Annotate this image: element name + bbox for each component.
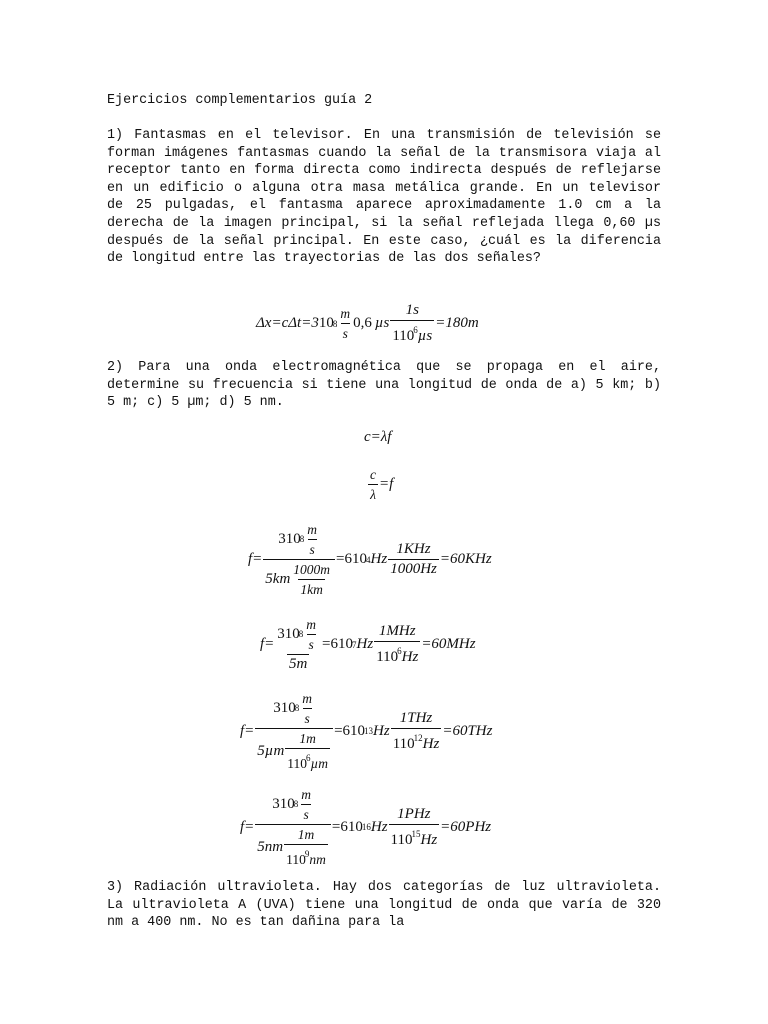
eq1-lhs: Δx=cΔt=3 — [256, 315, 319, 331]
eqa-final: =60KHz — [439, 551, 492, 567]
eq1-conv-num: 1s — [405, 302, 419, 318]
eqd-num-unit-s: s — [301, 804, 310, 823]
eqd-den-1m: 1m — [297, 827, 315, 842]
equation-f-from-c — [367, 466, 393, 503]
eqa-res-6: =6 — [336, 551, 353, 567]
eqa-res-exp: 4 — [366, 554, 371, 565]
eqb-num-unit-s: s — [307, 634, 316, 653]
equation-b-5m — [260, 616, 476, 673]
eqc-res-exp: 13 — [364, 726, 374, 736]
problem-1-text — [107, 127, 661, 268]
problem-2-text — [107, 359, 661, 412]
eq1-conv-den-exp: 6 — [413, 325, 418, 335]
eqd-num-3: 3 — [272, 796, 280, 812]
eqa-main-fraction — [263, 521, 335, 598]
eqc-den — [255, 728, 333, 772]
eqc-res-10: 10 — [350, 722, 366, 739]
eqb-res-10: 10 — [338, 636, 354, 652]
eqc-den-den-exp: 6 — [306, 753, 311, 763]
eqd-den — [255, 824, 331, 868]
eq1-time: 0,6 — [353, 315, 372, 331]
equation-delta-x — [256, 302, 479, 345]
eqc-conv-den-exp: 12 — [413, 732, 423, 743]
document-title: Ejercicios complementarios guía 2 — [107, 93, 373, 108]
problem-3-text — [107, 879, 661, 932]
eq1-conversion-fraction — [390, 302, 434, 345]
eqa-den-1000m: 1000m — [293, 562, 331, 577]
eqb-conv-den-10: 10 — [383, 649, 399, 665]
eq1-conv-den — [390, 320, 434, 345]
eqd-conv-den-10: 10 — [397, 831, 413, 848]
eqb-res-hz: Hz — [356, 636, 374, 652]
eqd-res-hz: Hz — [370, 818, 388, 835]
eqd-res-exp: 16 — [361, 822, 371, 832]
eqa-num-exp: 8 — [299, 534, 305, 544]
eqb-num — [275, 616, 321, 654]
eqc-num-exp: 8 — [294, 703, 300, 713]
eqd-res-10: 10 — [347, 818, 363, 835]
eqc-main-fraction — [255, 690, 333, 772]
eqd-den-den-nm: nm — [309, 852, 326, 867]
eq1-unit-num: m — [340, 306, 351, 321]
eqc-num-unit-m: m — [302, 691, 313, 706]
eqd-num-unit — [299, 786, 313, 823]
eqc-conv-den-10: 10 — [399, 735, 415, 752]
eqb-den: 5m — [289, 656, 308, 672]
eqd-final: =60PHz — [440, 818, 492, 835]
eq-cf-rhs: =f — [379, 476, 394, 492]
eqd-conv-den — [389, 824, 440, 849]
eqd-conv-fraction — [389, 806, 440, 849]
eqd-num-10: 10 — [279, 796, 295, 812]
eq-c-text: c=λf — [364, 429, 392, 445]
eqd-den-den-exp: 9 — [304, 849, 310, 859]
equation-a-5km — [248, 521, 492, 598]
eqa-num-unit — [305, 521, 319, 558]
eqb-num-unit-m: m — [306, 617, 317, 632]
eq1-time-unit: µs — [374, 315, 390, 331]
eq1-conv-den-10: 10 — [399, 328, 415, 344]
eqc-conv-fraction — [391, 710, 442, 753]
eqc-num-3: 3 — [273, 700, 281, 716]
eqa-num-unit-s: s — [308, 539, 317, 558]
eqb-final: =60MHz — [421, 636, 476, 652]
eq1-exp: 8 — [332, 318, 338, 329]
eqa-num-3: 3 — [278, 531, 286, 547]
problem-1-paragraph: 1) Fantasmas en el televisor. En una transmisión de televisión se forman imágenes fantasmas cuando la señal de la transmisora viaja al receptor tanto en forma directa como indirecta después de reflejarse en un edificio o alguna otra masa metálica grande. En un televisor de 25 pulgadas, el fantasma aparece aproximadamente 1.0 cm a la derecha de la imagen principal, si la señal reflejada llega 0,60 µs después de la señal principal. En este caso, ¿cuál es la diferencia de longitud entre las trayectorias de las dos señales? — [107, 128, 661, 267]
eqa-conv-num: 1KHz — [396, 541, 431, 557]
eqd-conv-den-hz: Hz — [420, 831, 438, 848]
eqc-num-unit-s: s — [303, 708, 312, 727]
eq-cf-fraction — [368, 466, 378, 503]
eq1-unit-fraction — [338, 305, 352, 342]
eqa-den-5km: 5km — [265, 571, 291, 587]
eqc-final: =60THz — [442, 722, 493, 739]
eqa-den-1km: 1km — [298, 579, 325, 598]
eqd-conv-den-1: 1 — [390, 831, 398, 848]
eq1-conv-den-unit: µs — [417, 328, 433, 344]
eqc-den-5um: 5µm — [257, 742, 285, 759]
eqd-num-exp: 8 — [293, 799, 299, 809]
eqb-conv-fraction — [374, 623, 420, 666]
eqc-den-den-10: 10 — [293, 756, 308, 771]
eqa-conv-den: 1000Hz — [390, 561, 437, 577]
eqd-main-fraction — [255, 786, 331, 868]
eqc-den-fraction — [285, 730, 330, 772]
eq1-unit-den: s — [341, 323, 350, 342]
problem-2-paragraph: 2) Para una onda electromagnética que se propaga en el aire, determine su frecuencia si tiene una longitud de onda de a) 5 km; b) 5 m; c) 5 µm; d) 5 nm. — [107, 360, 661, 411]
eq1-result: =180m — [435, 315, 479, 331]
eqb-num-exp: 8 — [298, 629, 304, 639]
eqb-num-3: 3 — [277, 626, 285, 642]
eqb-conv-num: 1MHz — [378, 623, 416, 639]
eq1-conv-den-1: 1 — [392, 328, 400, 344]
eqd-num — [270, 786, 316, 824]
eqd-den-den-10: 10 — [292, 852, 306, 867]
eqb-num-10: 10 — [284, 626, 300, 642]
eqa-res-10: 10 — [352, 551, 368, 567]
eqc-f: f= — [240, 722, 255, 739]
eqd-conv-den-exp: 15 — [411, 828, 421, 839]
eqc-res-hz: Hz — [373, 722, 390, 739]
eqc-conv-den-1: 1 — [392, 735, 400, 752]
eqa-den — [263, 559, 335, 598]
eqd-res-6: =6 — [331, 818, 348, 835]
eqc-num-unit — [300, 690, 314, 727]
eqa-conv-fraction — [388, 541, 439, 578]
eqd-f: f= — [240, 818, 255, 835]
eqc-conv-den — [391, 728, 442, 753]
equation-c-lambda-f — [364, 429, 391, 446]
eqb-conv-den-1: 1 — [376, 649, 384, 665]
eq-cf-num: c — [370, 467, 376, 482]
eqa-f: f= — [248, 551, 263, 567]
eqb-f: f= — [260, 636, 275, 652]
eqc-den-den — [285, 748, 330, 772]
eqc-conv-num: 1THz — [399, 709, 433, 726]
eqc-num — [271, 690, 317, 728]
equation-c-5um — [240, 690, 492, 772]
eqd-den-den-1: 1 — [286, 852, 293, 867]
eqb-main-fraction — [275, 616, 321, 673]
eqd-num-unit-m: m — [301, 787, 311, 802]
eqc-conv-den-hz: Hz — [422, 735, 440, 752]
eqd-den-den — [284, 844, 328, 868]
eqc-num-10: 10 — [280, 700, 296, 716]
eqc-res-6: =6 — [334, 722, 351, 739]
eqc-den-den-1: 1 — [287, 756, 294, 771]
eqd-conv-num: 1PHz — [397, 805, 431, 822]
eqb-conv-den-exp: 6 — [397, 646, 402, 656]
problem-3-paragraph: 3) Radiación ultravioleta. Hay dos categorías de luz ultravioleta. La ultravioleta A (UVA) tiene una longitud de onda que varía de 320 nm a 400 nm. No es tan dañina para la — [107, 880, 661, 931]
eqa-den-fraction — [291, 561, 332, 598]
eqd-den-fraction — [284, 826, 328, 868]
eqa-num-unit-m: m — [307, 522, 318, 537]
eq-cf-den: λ — [368, 484, 378, 503]
eqb-conv-den-hz: Hz — [401, 649, 419, 665]
eqc-den-den-um: µm — [310, 756, 329, 771]
eqc-den-1m: 1m — [299, 731, 316, 746]
eqb-conv-den — [374, 641, 420, 666]
eqa-num-10: 10 — [285, 531, 301, 547]
eq1-ten: 10 — [318, 315, 334, 331]
eqa-res-hz: Hz — [370, 551, 388, 567]
eqd-den-5nm: 5nm — [257, 838, 284, 855]
eqb-res-6: =6 — [322, 636, 339, 652]
eqa-num — [276, 521, 322, 559]
equation-d-5nm — [240, 786, 491, 868]
eqb-num-unit — [304, 616, 318, 653]
eqb-res-exp: 7 — [352, 639, 357, 650]
